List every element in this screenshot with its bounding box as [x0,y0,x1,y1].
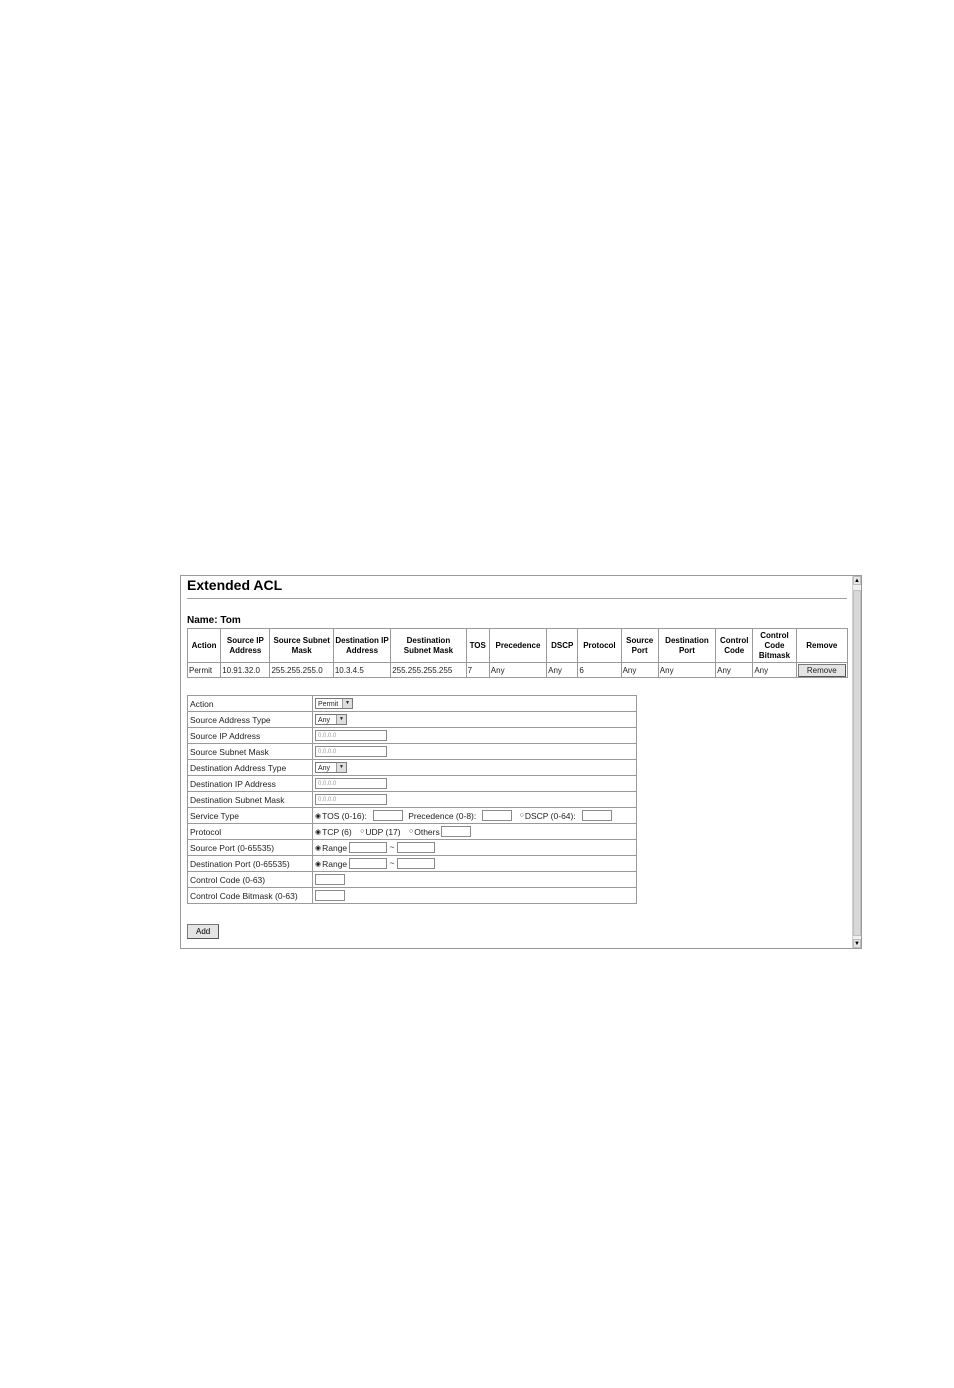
page-title: Extended ACL [187,577,283,593]
acl-name-label: Name: Tom [187,615,241,626]
dest-address-type-label: Destination Address Type [188,760,313,776]
cell-dest-ip: 10.3.4.5 [333,663,390,678]
service-type-label: Service Type [188,808,313,824]
udp-option-label: UDP (17) [365,826,401,837]
control-bitmask-input[interactable] [315,890,345,901]
form-row-dest-address-type [188,760,637,776]
column-header: Protocol [578,629,621,663]
control-code-input[interactable] [315,874,345,885]
source-mask-input[interactable]: 0.0.0.0 [315,746,387,757]
tcp-option-label: TCP (6) [322,826,352,837]
tcp-radio[interactable]: ◉ [315,828,322,836]
column-header: Destination Subnet Mask [391,629,466,663]
add-button[interactable]: Add [187,924,219,939]
others-radio[interactable]: ○ [408,828,414,836]
dest-port-label: Destination Port (0-65535) [188,856,313,872]
column-header: Control Code Bitmask [753,629,796,663]
column-header: Source IP Address [221,629,270,663]
dest-port-range-label: Range [322,858,348,869]
scroll-down-icon[interactable]: ▼ [854,941,860,947]
table-header-row [188,629,848,663]
dest-mask-input[interactable]: 0.0.0.0 [315,794,387,805]
acl-rules-table [187,628,848,678]
column-header: Remove [796,629,847,663]
dest-address-type-value: Any [318,765,331,773]
others-protocol-input[interactable] [441,826,471,837]
column-header: Source Subnet Mask [270,629,333,663]
udp-radio[interactable]: ○ [360,828,365,836]
form-row-action [188,696,637,712]
source-port-range-radio[interactable]: ◉ [315,844,322,852]
vertical-scrollbar[interactable] [852,576,861,948]
chevron-down-icon: ▼ [336,715,346,724]
source-port-range-label: Range [322,842,348,853]
control-bitmask-label: Control Code Bitmask (0-63) [188,888,313,904]
protocol-label: Protocol [188,824,313,840]
form-row-dest-port [188,856,637,872]
dscp-radio[interactable]: ○ [519,812,524,820]
scroll-up-icon[interactable]: ▲ [854,578,860,584]
action-label: Action [188,696,313,712]
source-port-to-input[interactable] [397,842,435,853]
cell-protocol: 6 [578,663,621,678]
cell-source-mask: 255.255.255.0 [270,663,333,678]
column-header: Destination Port [658,629,715,663]
dest-port-to-input[interactable] [397,858,435,869]
cell-control-code: Any [716,663,753,678]
form-row-source-mask [188,744,637,760]
table-row [188,663,848,678]
source-mask-label: Source Subnet Mask [188,744,313,760]
cell-precedence: Any [489,663,546,678]
dest-mask-label: Destination Subnet Mask [188,792,313,808]
others-option-label: Others [414,826,440,837]
add-rule-form [187,695,637,904]
form-row-service-type [188,808,637,824]
dest-ip-label: Destination IP Address [188,776,313,792]
cell-dscp: Any [547,663,578,678]
source-port-separator: ~ [389,841,395,852]
tos-option-label: TOS (0-16): [322,810,367,821]
dest-port-from-input[interactable] [349,858,387,869]
tos-radio[interactable]: ◉ [315,812,322,820]
form-row-control-code [188,872,637,888]
form-row-control-bitmask [188,888,637,904]
column-header: Control Code [716,629,753,663]
title-divider [187,598,847,599]
column-header: TOS [466,629,489,663]
cell-dest-port: Any [658,663,715,678]
dest-address-type-select[interactable] [315,762,347,773]
control-code-label: Control Code (0-63) [188,872,313,888]
source-port-label: Source Port (0-65535) [188,840,313,856]
cell-action: Permit [188,663,221,678]
form-row-dest-mask [188,792,637,808]
cell-tos: 7 [466,663,489,678]
cell-source-ip: 10.91.32.0 [221,663,270,678]
form-row-dest-ip [188,776,637,792]
scroll-thumb[interactable] [853,590,861,936]
form-row-source-port [188,840,637,856]
source-address-type-label: Source Address Type [188,712,313,728]
source-address-type-value: Any [318,717,331,725]
source-port-from-input[interactable] [349,842,387,853]
source-address-type-select[interactable] [315,714,347,725]
chevron-down-icon: ▼ [336,763,346,772]
column-header: Action [188,629,221,663]
extended-acl-window [180,575,862,949]
chevron-down-icon: ▼ [342,699,352,708]
cell-control-bitmask: Any [753,663,796,678]
column-header: Destination IP Address [333,629,390,663]
dest-ip-input[interactable]: 0.0.0.0 [315,778,387,789]
column-header: Source Port [621,629,658,663]
source-ip-input[interactable]: 0.0.0.0 [315,730,387,741]
action-select[interactable] [315,698,353,709]
action-select-value: Permit [318,701,339,709]
dscp-option-label: DSCP (0-64): [524,810,576,821]
remove-button[interactable]: Remove [798,664,846,677]
cell-dest-mask: 255.255.255.255 [391,663,466,678]
tos-input[interactable] [373,810,403,821]
source-ip-label: Source IP Address [188,728,313,744]
column-header: DSCP [547,629,578,663]
precedence-option-label: Precedence (0-8): [408,810,477,821]
dscp-input[interactable] [582,810,612,821]
precedence-input[interactable] [482,810,512,821]
form-row-source-address-type [188,712,637,728]
cell-remove [796,663,847,678]
cell-source-port: Any [621,663,658,678]
dest-port-range-radio[interactable]: ◉ [315,860,322,868]
column-header: Precedence [489,629,546,663]
form-row-protocol [188,824,637,840]
form-row-source-ip [188,728,637,744]
dest-port-separator: ~ [389,857,395,868]
